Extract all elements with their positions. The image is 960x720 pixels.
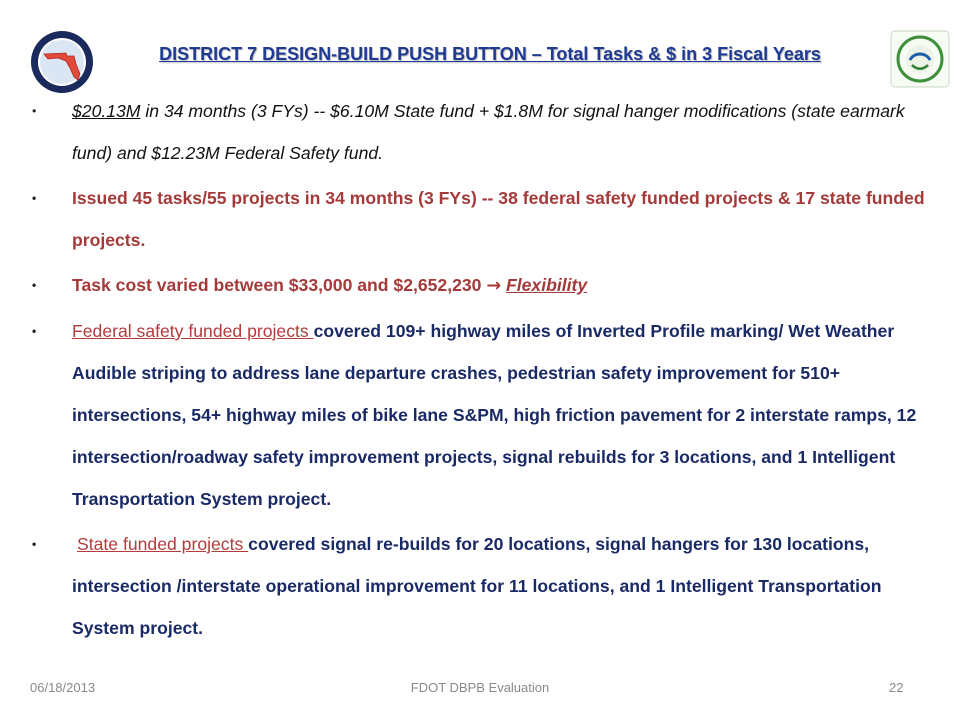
bullet-list (32, 90, 937, 652)
slide-title: DISTRICT 7 DESIGN-BUILD PUSH BUTTON – Total Tasks & $ in 3 Fiscal Years (159, 44, 821, 64)
flexibility-link[interactable]: Flexibility (506, 275, 588, 295)
tasks-issued-text: Issued 45 tasks/55 projects in 34 months (3 FYs) -- 38 federal safety funded projects & 17 state funded projects. (72, 188, 925, 250)
funding-amount: $20.13M (72, 101, 141, 121)
federal-projects-text: covered 109+ highway miles of Inverted Profile marking/ Wet Weather Audible striping to address lane departure crashes, pedestrian safety improvement for 510+ intersections, 54+ highway miles of bike lane S&PM, high friction pavement for 2 interstate ramps, 12 intersection/roadway safety improvement projects, signal rebuilds for 3 locations, and 1 Intelligent Transportation System project. (72, 321, 917, 509)
page-number: 22 (889, 680, 904, 695)
every-day-counts-logo (890, 30, 950, 88)
bullet-dot: • (32, 104, 37, 118)
bullet-dot: • (32, 324, 37, 338)
bullet-state-projects (32, 523, 937, 649)
funding-text: in 34 months (3 FYs) -- $6.10M State fund + $1.8M for signal hanger modifications (state earmark fund) and $12.23M Federal Safety fund. (72, 101, 905, 163)
federal-projects-label: Federal safety funded projects (72, 321, 314, 341)
bullet-dot: • (32, 537, 37, 551)
bullet-dot: • (32, 278, 37, 292)
footer-date: 06/18/2013 (30, 680, 96, 695)
right-arrow-icon: → (486, 276, 502, 296)
bullet-tasks-issued (32, 177, 937, 261)
bullet-funding (32, 90, 937, 174)
bullet-federal-projects (32, 310, 937, 520)
bullet-task-cost (32, 264, 937, 307)
footer-title: FDOT DBPB Evaluation (410, 680, 550, 695)
bullet-dot: • (32, 191, 37, 205)
task-cost-text: Task cost varied between $33,000 and $2,652,230 (72, 275, 487, 295)
state-projects-text: covered signal re-builds for 20 locations, signal hangers for 130 locations, intersection /interstate operational improvement for 11 locations, and 1 Intelligent Transportation System project. (72, 534, 882, 638)
fdot-seal-logo (30, 30, 94, 94)
state-projects-label: State funded projects (77, 534, 249, 554)
